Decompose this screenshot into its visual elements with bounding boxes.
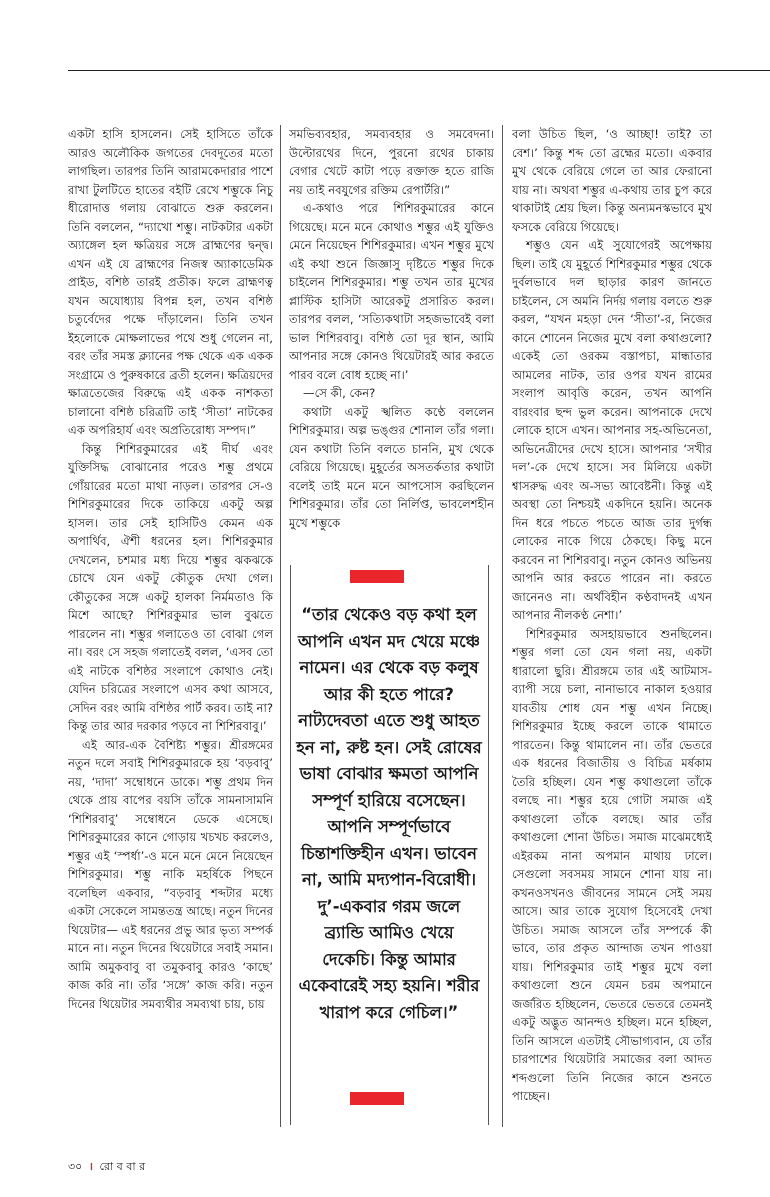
page-footer: [68, 1158, 145, 1177]
footer-separator: ।: [88, 1160, 93, 1173]
paragraph: এই আর-এক বৈশিষ্ট্য শম্ভুর। শ্রীরঙ্গমের নতুন দলে সবাই শিশিরকুমারকে হয় ‘বড়বাবু’ নয়, ‘দাদা’ সম্বোধনে ডাকে। শম্ভু প্রথম দিন থেকে প্রায় বাপের বয়সি তাঁকে সামনাসামনি ‘শিশিরবাবু’ সম্বোধনে ডেকে এসেছে। শিশিরকুমারের কানে গোড়ায় খচখচ করলেও, শম্ভুর এই ‘স্পর্ধা’-ও মনে মনে মেনে নিয়েছেন শিশিরকুমার। শম্ভু নাকি মহর্ষিকে পিছনে বলেছিল একবার, “বড়বাবু শব্দটার মধ্যে একটা সেকেলে সামন্ততন্ত্র আছে। নতুন দিনের থিয়েটার— এই ধরনের প্রভু আর ভৃত্য সম্পর্ক মানে না। নতুন দিনের থিয়েটারে সবাই সমান। আমি অমুকবাবু বা তমুকবাবু কারও ‘কাছে’ কাজ করি না। তাঁর ‘সঙ্গে’ কাজ করি। নতুন দিনের থিয়েটার সমব্যথীর সমব্যথা চায়, চায়: [68, 737, 273, 1011]
column-divider: [280, 125, 281, 1127]
magazine-name: রো ব বা র: [99, 1160, 146, 1173]
pull-quote-top-bar: [350, 570, 404, 583]
page-number: ৩০: [68, 1160, 83, 1173]
paragraph: শম্ভুও যেন এই সুযোগেরই অপেক্ষায় ছিল। তাই যে মুহূর্তে শিশিরকুমার শম্ভুর থেকে দুর্বলভাবে দল ছাড়ার কারণ জানতে চাইলেন, সে অমনি নির্দয় গলায় বলতে শুরু করল, “যখন মহড়া দেন ‘সীতা’-র, নিজের কানে শোনেন নিজের মুখে বলা কথাগুলো? একেই তো ওরকম বস্তাপচা, মান্ধাতার আমলের নাটক, তার ওপর যখন রামের সংলাপ আবৃত্তি করেন, তখন আপনি বারংবার ছন্দ ভুল করেন। আপনাকে দেখে লোকে হাসে এখন। আপনার সহ-অভিনেতা, অভিনেত্রীদের দেখে হাসে। আপনার ‘সখীর দল’-কে দেখে হাসে। সব মিলিয়ে একটা শ্বাসরুদ্ধ এবং অ-সভ্য আবেষ্টনী। কিন্তু এই অবস্থা তো নিশ্চয়ই একদিনে হয়নি। অনেক দিন ধরে পচতে পচতে আজ তার দুর্গন্ধ লোকের নাকে গিয়ে ঠেকছে। কিছু মনে করবেন না শিশিরবাবু। নতুন কোনও অভিনয় আপনি আর করতে পারেন না। করতে জানেনও না। অর্থবিহীন কণ্ঠবাদনই এখন আপনার নীলকণ্ঠ নেশা।’: [512, 238, 712, 622]
paragraph: এ-কথাও পরে শিশিরকুমারের কানে গিয়েছে। মনে মনে কোথাও শম্ভুর এই যুক্তিও মেনে নিয়েছেন শিশিরকুমার। এখন শম্ভুর মুখে এই কথা শুনে জিজ্ঞাসু দৃষ্টিতে শম্ভুর দিকে চাইলেন শিশিরকুমার। শম্ভু তখন তার মুখের প্লাস্টিক হাসিটা আরেকটু প্রসারিত করল। তারপর বলল, ‘সত্যিকথাটা সহজভাবেই বলা ভাল শিশিরবাবু। বশিষ্ঠ তো দূর স্থান, আমি আপনার সঙ্গে কোনও থিয়েটারই আর করতে পারব বলে বোধ হচ্ছে না।’: [289, 201, 494, 382]
paragraph: কথাটা একটু স্খলিত কণ্ঠে বললেন শিশিরকুমার। অল্প ভঙ্গুর শোনাল তাঁর গলা। যেন কথাটা তিনি বলতে চাননি, মুখ থেকে বেরিয়ে গিয়েছে। মুহূর্তের অসতর্কতার কথাটা বলেই তাই মনে মনে আপসোস করছিলেন শিশিরকুমার। তাঁর তো নির্লিপ্ত, ভাবলেশহীন মুখে শম্ভুকে: [289, 404, 494, 530]
paragraph: শিশিরকুমার অসহায়ভাবে শুনছিলেন। শম্ভুর গলা তো যেন গলা নয়, একটা ধারালো ছুরি। শ্রীরঙ্গমে তার এই আটমাস-ব্যাপী সয়ে চলা, নানাভাবে নাকাল হওয়ার যাবতীয় শোধ যেন শম্ভু এখন নিচ্ছে। শিশিরকুমার ইচ্ছে করলে তাকে থামাতে পারতেন। কিন্তু থামালেন না। তাঁর ভেতরে এক ধরনের বিজাতীয় ও বিচিত্র মর্ষকাম তৈরি হচ্ছিল। যেন শম্ভু কথাগুলো তাঁকে বলছে না। শম্ভুর হয়ে গোটা সমাজ এই কথাগুলো তাঁকে বলছে। আর তাঁর কথাগুলো শোনা উচিত। সমাজ মাঝেমধ্যেই এইরকম নানা অপমান মাথায় ঢালে। সেগুলো সবসময় সামনে শোনা যায় না। কখনওসখনও জীবনের সামনে সেই সময় আসে। আর তাকে সুযোগ হিসেবেই দেখা উচিত। সমাজ আসলে তাঁর সম্পর্কে কী ভাবে, তার প্রকৃত আন্দাজ তখন পাওয়া যায়। শিশিরকুমার তাই শম্ভুর মুখে বলা কথাগুলো শুনে যেমন চরম অপমানে জর্জরিত হচ্ছিলেন, ভেতরে ভেতরে তেমনই একটু অদ্ভুত আনন্দও হচ্ছিল। মনে হচ্ছিল, তিনি আসলে এতটাই সৌভাগ্যবান, যে তাঁর চারপাশের থিয়েটারি সমাজের বলা আদত শব্দগুলো তিনি নিজের কানে শুনতে পাচ্ছেন।: [512, 626, 712, 1103]
pull-quote: “তার থেকেও বড় কথা হল আপনি এখন মদ খেয়ে মঞ্চে নামেন। এর থেকে বড় কলুষ আর কী হতে পারে? নাট্যদেবতা এতে শুধু আহত হন না, রুষ্ট হন। সেই রোষের ভাষা বোঝার ক্ষমতা আপনি সম্পূর্ণ হারিয়ে বসেছেন। আপনি সম্পূর্ণভাবে চিন্তাশক্তিহীন এখন। ভাবেন না, আমি মদ্যপান-বিরোধী। দু’-একবার গরম জলে ব্র্যান্ডি আমিও খেয়ে দেকেচি। কিন্তু আমার একেবারেই সহ্য হয়নি। শরীর খারাপ করে গেচিল।”: [296, 605, 482, 1022]
column-1: [68, 125, 273, 1125]
pull-quote-box: [296, 565, 482, 1125]
pull-quote-bottom-bar: [350, 1092, 404, 1105]
paragraph: সমভিব্যবহার, সমব্যবহার ও সমবেদনা। উল্টোরথের দিনে, পুরনো রথের চাকায় বেগার খেটে কাটা পড়ে রক্তাক্ত হতে রাজি নয় তাই নবযুগের রক্তিম রেপার্টরি।”: [289, 127, 494, 197]
paragraph: কিন্তু শিশিরকুমারের এই দীর্ঘ এবং যুক্তিসিদ্ধ বোঝানোর পরেও শম্ভু প্রথমে গোঁয়ারের মতো মাথা নাড়ল। তারপর সে-ও শিশিরকুমারের দিকে তাকিয়ে একটু অল্প হাসল। তার সেই হাসিটিও কেমন এক অপার্থিব, ঐশী ধরনের হল। শিশিরকুমার দেখলেন, চশমার মধ্য দিয়ে শম্ভুর ঝকঝকে চোখে যেন একটু কৌতুক দেখা গেল। কৌতুকের সঙ্গে একটু হালকা নির্মমতাও কি মিশে আছে? শিশিরকুমার ভাল বুঝতে পারলেন না। শম্ভুর গলাতেও তা বোঝা গেল না। বরং সে সহজ গলাতেই বলল, ‘এসব তো এই নাটকে বশিষ্ঠর সংলাপে কোথাও নেই। যেদিন চরিত্রের সংলাপে এসব কথা আসবে, সেদিন বরং আমি বশিষ্ঠর পার্ট করব। তাই না? কিন্তু তার আর দরকার পড়বে না শিশিরবাবু।’: [68, 441, 273, 733]
paragraph: একটা হাসি হাসলেন। সেই হাসিতে তাঁকে আরও অলৌকিক জগতের দেবদূতের মতো লাগছিল। তারপর তিনি আরামকেদারার পাশে রাখা টুলটিতে হাতের বইটি রেখে শম্ভুকে নিচু ধীরোদাত্ত গলায় বোঝাতে শুরু করলেন। তিনি বললেন, “দ্যাখো শম্ভু। নাটকটার একটা অ্যাঙ্গেল হল ক্ষত্রিয়র সঙ্গে ব্রাহ্মণের দ্বন্দ্ব। এখন এই যে ব্রাহ্মণের নিজস্ব অ্যাকাডেমিক প্রাইড, বশিষ্ঠ তারই প্রতীক। ফলে ব্রাহ্মণত্ব যখন অযোধ্যায় বিপন্ন হল, তখন বশিষ্ঠ চতুর্বেদের পক্ষে দাঁড়ালেন। তিনি তখন ইহলোকে মোক্ষলাভের পথে শুধু গেলেন না, বরং তাঁর সমস্ত ক্ল্যানের পক্ষ থেকে এক একক সংগ্রামে ও পুরুষকারে ব্রতী হলেন। ক্ষত্রিয়দের ক্ষাত্রতেজের বিরুদ্ধে এই একক নাশকতা চালানো বশিষ্ঠ চরিত্রটি তাই ‘সীতা’ নাটকের এক অপরিহার্য এবং অপ্রতিরোধ্য সম্পদ।”: [68, 127, 273, 437]
paragraph: বলা উচিত ছিল, ‘ও আচ্ছা! তাই? তা বেশ।’ কিন্তু শব্দ তো ব্রহ্মের মতো। একবার মুখ থেকে বেরিয়ে গেলে তা আর ফেরানো যায় না। অথবা শম্ভুর এ-কথায় তার চুপ করে থাকাটাই শ্রেয় ছিল। কিন্তু অন্যমনস্কভাবে মুখ ফসকে বেরিয়ে গিয়েছে।: [512, 127, 712, 234]
column-divider: [502, 125, 503, 1127]
column-3: [512, 125, 712, 1125]
quote-box-left-rule: [290, 565, 291, 1125]
top-rule: [68, 70, 770, 71]
paragraph: —সে কী, কেন?: [303, 386, 376, 400]
quote-box-right-rule: [488, 565, 489, 1125]
column-2: [289, 125, 494, 545]
